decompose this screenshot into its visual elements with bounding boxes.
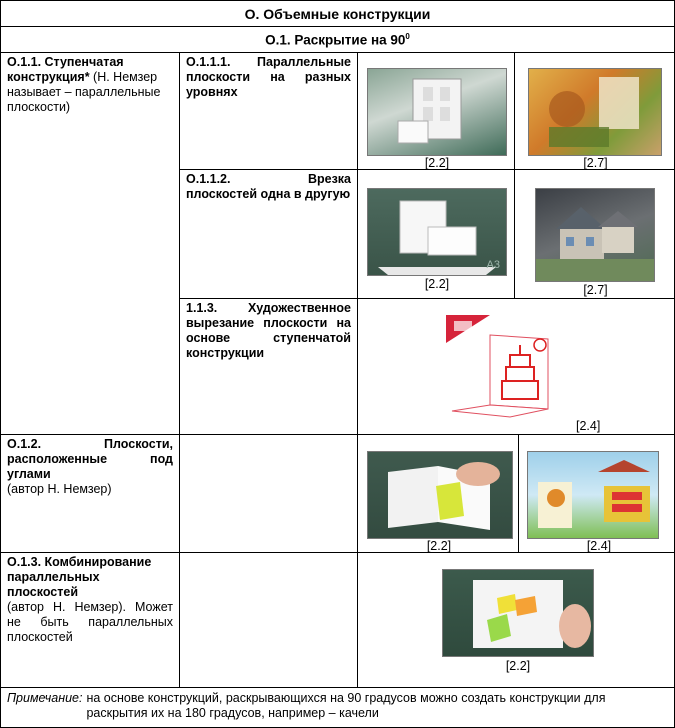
image-caption: [2.2]: [424, 277, 450, 291]
photo-popup-book-autumn: [528, 68, 662, 156]
table-title: [0, 0, 675, 27]
group-cell-step-construction: [0, 52, 180, 435]
note-prefix: Примечание:: [7, 691, 83, 705]
photo-popup-house: [535, 188, 655, 282]
photo-illustration: [368, 189, 506, 275]
group-cell-angled-planes: [0, 434, 180, 553]
note-text: на основе конструкций, раскрывающихся на 90 градусов можно создать конструкции для раскрытия их на 180 градусов, например – качели: [86, 691, 606, 720]
photo-stepped-popup-card: [367, 68, 507, 156]
empty-cell: [179, 552, 358, 688]
empty-cell: [179, 434, 358, 553]
subitem-parallel-planes-label: [179, 52, 358, 170]
image-caption: [2.7]: [583, 156, 608, 170]
image-caption: [2.2]: [505, 659, 531, 673]
image-cell: [514, 52, 675, 170]
table-note: [0, 687, 675, 728]
image-cell: [514, 169, 675, 299]
image-caption: [2.4]: [586, 539, 612, 553]
image-cell: [357, 552, 675, 688]
group-cell-combined-planes: [0, 552, 180, 688]
subitem-label-text: О.1.1.1. Параллельные плоскости на разных уровнях: [186, 55, 351, 99]
photo-illustration: [529, 69, 661, 155]
image-caption: [2.2]: [426, 539, 452, 553]
photo-illustration: [536, 189, 654, 281]
group-title: О.1.3. Комбинирование параллельных плоскостей: [7, 555, 152, 599]
image-cell: [357, 298, 675, 435]
image-caption: [2.7]: [583, 283, 608, 297]
photo-illustration: [368, 69, 506, 155]
photo-illustration: [368, 452, 512, 538]
image-caption: [2.2]: [424, 156, 450, 170]
photo-illustration: [443, 570, 593, 656]
image-cell: [357, 434, 519, 553]
table-title-text: О. Объемные конструкции: [244, 5, 431, 22]
image-cell: [357, 52, 515, 170]
subitem-insert-planes-label: [179, 169, 358, 299]
group-description: (Н. Немзер называет – параллельные плоскости): [7, 70, 161, 114]
photo-combined-planes: [442, 569, 594, 657]
photo-cake-popup-card: [444, 313, 580, 419]
section-header: [0, 26, 675, 53]
group-title: О.1.1. Ступенчатая конструкция*: [7, 55, 124, 84]
photo-intersecting-planes: [367, 188, 507, 276]
image-cell: [357, 169, 515, 299]
photo-illustration: [444, 313, 580, 419]
photo-watermark: A3: [486, 259, 500, 271]
subitem-artistic-cutting-label: [179, 298, 358, 435]
image-caption: [2.4]: [576, 419, 601, 433]
photo-angled-planes-hands: [367, 451, 513, 539]
photo-illustration: [528, 452, 658, 538]
subitem-label-text: 1.1.3. Художественное вырезание плоскости на основе ступенчатой конструкции: [186, 301, 351, 360]
group-title: О.1.2. Плоскости, расположенные под углами: [7, 437, 173, 481]
group-description: (автор Н. Немзер). Может не быть параллельных плоскостей: [7, 600, 173, 644]
section-header-text: О.1. Раскрытие на $90^0$: [265, 31, 410, 48]
photo-rooster-popup: [527, 451, 659, 539]
image-cell: [518, 434, 675, 553]
group-description: (автор Н. Немзер): [7, 482, 112, 496]
subitem-label-text: О.1.1.2. Врезка плоскостей одна в другую: [186, 172, 351, 201]
